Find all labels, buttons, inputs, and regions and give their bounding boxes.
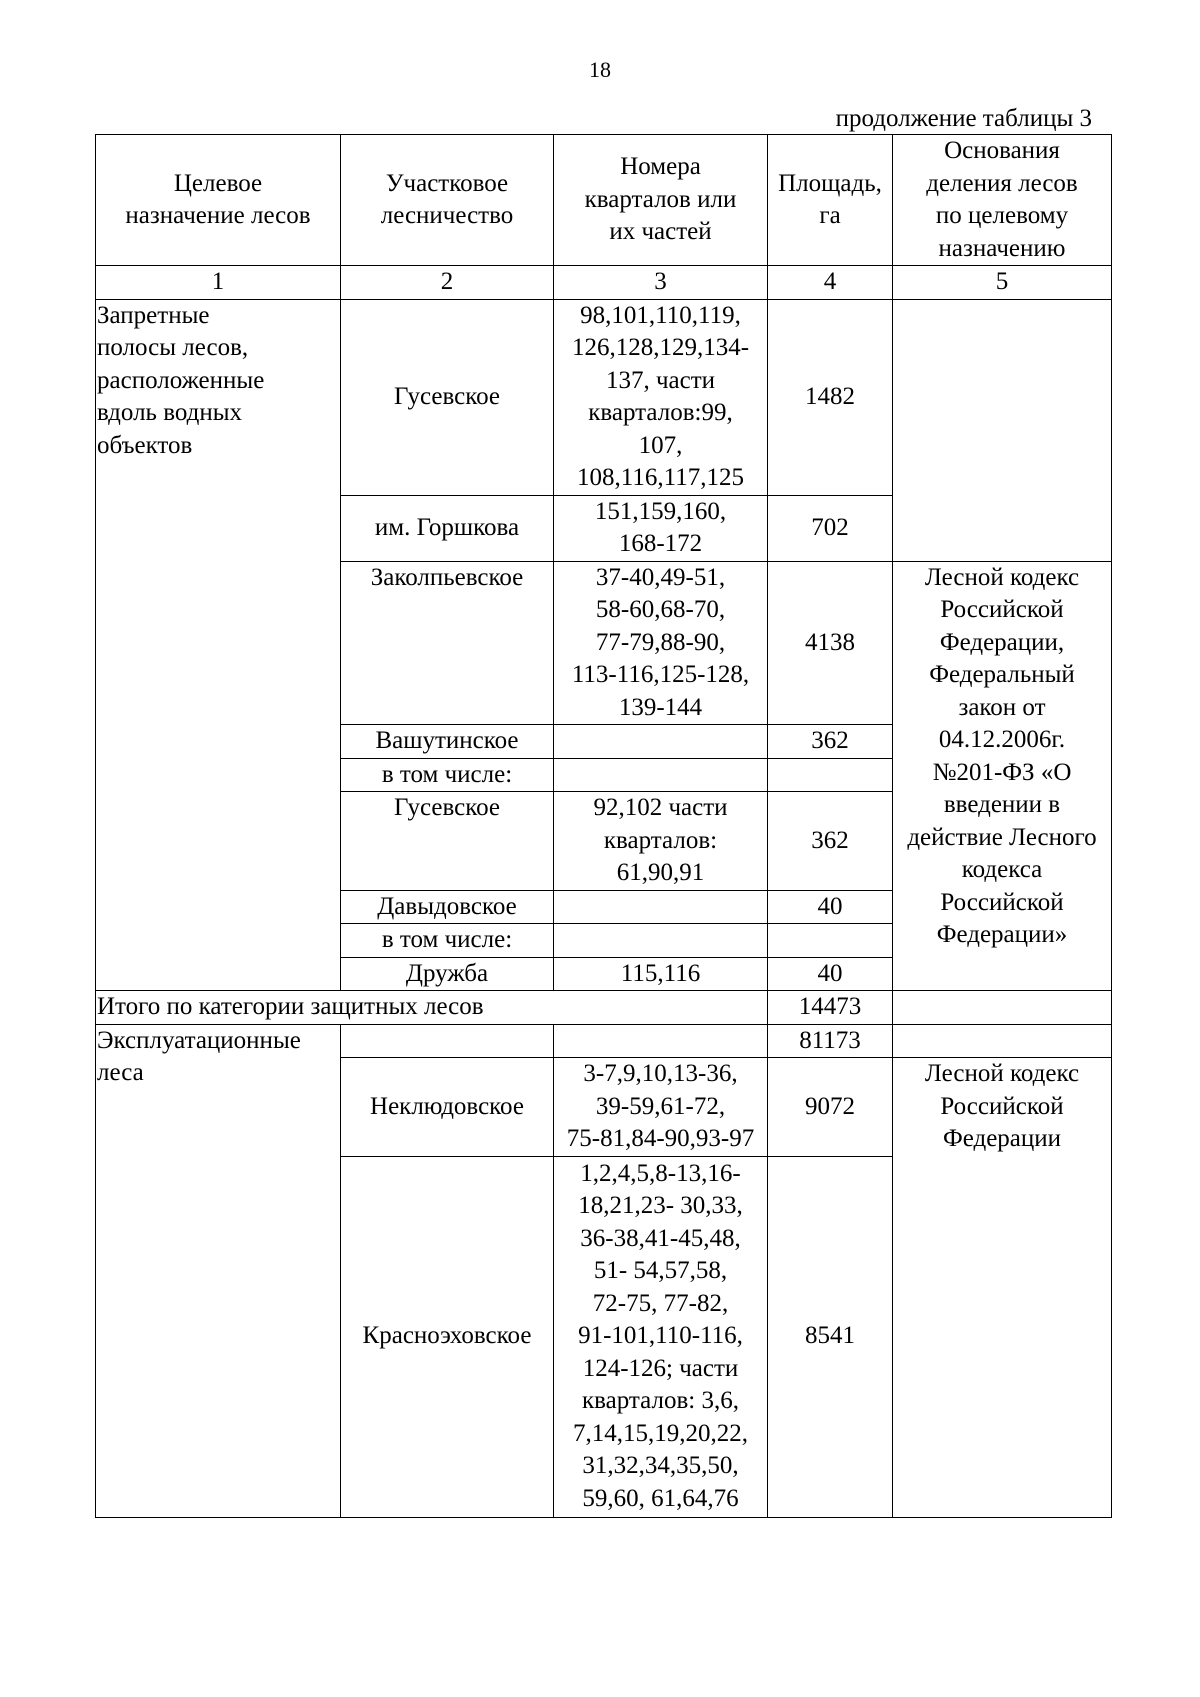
quarters-cell <box>554 890 768 924</box>
table-row <box>96 1024 1112 1058</box>
text-line: Федеральный <box>929 661 1075 688</box>
text-line: 151,159,160, <box>594 497 727 525</box>
quarters-cell <box>554 725 768 759</box>
text-line: 115,116 <box>620 959 701 987</box>
text-line: №201-ФЗ «О <box>932 758 1072 786</box>
area-cell: 1482 <box>768 299 893 495</box>
text-line: 124-126; части <box>582 1354 739 1382</box>
text-line: Федерации» <box>936 921 1068 948</box>
area-cell: 81173 <box>768 1024 893 1058</box>
quarters-empty-cell <box>554 1024 768 1058</box>
area-cell: 362 <box>768 792 893 891</box>
text-line: га <box>819 202 841 229</box>
text-line: Российской <box>940 596 1064 623</box>
quarters-cell <box>554 758 768 792</box>
text-line: 98,101,110,119, <box>580 301 741 329</box>
text-line: их частей <box>609 218 712 246</box>
forestry-empty-cell <box>341 1024 554 1058</box>
text-line: кварталов или <box>584 185 737 213</box>
text-line: полосы лесов, <box>97 334 249 361</box>
total-basis-empty <box>893 991 1112 1025</box>
table-header-row <box>96 135 1112 266</box>
text-line: 75-81,84-90,93-97 <box>566 1125 755 1152</box>
forestry-cell: Дружба <box>341 957 554 991</box>
text-line: 107, <box>638 431 683 459</box>
text-line: Лесной кодекс <box>924 563 1080 591</box>
area-cell: 40 <box>768 890 893 924</box>
header-basis <box>893 135 1112 266</box>
text-line: 168-172 <box>618 530 703 557</box>
text-line: кодекса <box>961 856 1043 883</box>
text-line: по целевому <box>935 202 1069 229</box>
text-line: Участковое <box>385 169 509 197</box>
text-line: лесничество <box>380 202 514 229</box>
forestry-cell: им. Горшкова <box>341 495 554 561</box>
text-line: 77-79,88-90, <box>595 628 726 656</box>
page-number: 18 <box>589 57 611 82</box>
text-line: 7,14,15,19,20,22, <box>573 1419 748 1447</box>
area-cell <box>768 924 893 958</box>
column-number: 3 <box>554 266 768 300</box>
text-line: 139-144 <box>618 693 703 721</box>
area-cell: 362 <box>768 725 893 759</box>
quarters-cell <box>554 495 768 561</box>
area-cell: 4138 <box>768 561 893 725</box>
text-line: 113-116,125-128, <box>571 661 750 688</box>
text-line: Эксплуатационные <box>97 1026 301 1054</box>
text-line: расположенные <box>97 366 265 394</box>
column-number: 1 <box>96 266 341 300</box>
text-line: 39-59,61-72, <box>595 1092 726 1120</box>
text-line: 1,2,4,5,8-13,16- <box>580 1159 741 1187</box>
forestry-cell: Гусевское <box>341 299 554 495</box>
total-label: Итого по категории защитных лесов <box>96 991 768 1025</box>
basis-empty-cell <box>893 1024 1112 1058</box>
text-line: кварталов: 3,6, <box>582 1387 739 1415</box>
area-cell: 40 <box>768 957 893 991</box>
area-cell: 8541 <box>768 1156 893 1517</box>
text-line: кварталов: <box>603 826 718 854</box>
category-zapretnye <box>96 299 341 991</box>
text-line: 51- 54,57,58, <box>593 1257 728 1285</box>
text-line: 18,21,23- 30,33, <box>578 1192 743 1220</box>
basis-ekspluatacionnye <box>893 1058 1112 1518</box>
text-line: Российской <box>940 888 1064 916</box>
text-line: 92,102 части <box>593 794 728 821</box>
text-line: Федерации <box>942 1125 1062 1152</box>
category-ekspluatacionnye <box>96 1024 341 1517</box>
area-cell: 9072 <box>768 1058 893 1157</box>
text-line: Федерации, <box>939 628 1065 656</box>
text-line: 126,128,129,134- <box>571 334 750 361</box>
header-forestry <box>341 135 554 266</box>
text-line: леса <box>97 1059 144 1086</box>
column-number: 5 <box>893 266 1112 300</box>
forestry-cell: Гусевское <box>341 792 554 891</box>
text-line: Лесной кодекс <box>924 1060 1080 1087</box>
text-line: 37-40,49-51, <box>595 563 726 591</box>
text-line: деления лесов <box>926 169 1078 197</box>
forestry-cell: Неклюдовское <box>341 1058 554 1157</box>
text-line: 61,90,91 <box>616 859 705 886</box>
forestry-cell: в том числе: <box>341 924 554 958</box>
text-line: Российской <box>940 1092 1064 1120</box>
quarters-cell <box>554 792 768 891</box>
quarters-cell <box>554 299 768 495</box>
text-line: 58-60,68-70, <box>595 596 726 623</box>
total-row <box>96 991 1112 1025</box>
text-line: действие Лесного <box>907 823 1097 851</box>
text-line: вдоль водных <box>97 399 243 426</box>
area-cell <box>768 758 893 792</box>
total-area: 14473 <box>768 991 893 1025</box>
text-line: 3-7,9,10,13-36, <box>583 1060 738 1087</box>
forest-purpose-table <box>95 134 1112 1518</box>
text-line: Номера <box>620 153 701 181</box>
text-line: закон от <box>958 693 1046 721</box>
text-line: 31,32,34,35,50, <box>582 1452 739 1480</box>
area-cell: 702 <box>768 495 893 561</box>
basis-zapretnye <box>893 561 1112 991</box>
forestry-cell: в том числе: <box>341 758 554 792</box>
quarters-cell <box>554 957 768 991</box>
quarters-cell <box>554 1156 768 1517</box>
forestry-cell: Вашутинское <box>341 725 554 759</box>
forestry-cell: Красноэховское <box>341 1156 554 1517</box>
text-line: Площадь, <box>778 169 882 197</box>
text-line: кварталов:99, <box>588 399 733 426</box>
quarters-cell <box>554 1058 768 1157</box>
column-number: 4 <box>768 266 893 300</box>
text-line: Запретные <box>97 301 210 329</box>
quarters-cell <box>554 561 768 725</box>
text-line: 91-101,110-116, <box>578 1322 743 1350</box>
text-line: введении в <box>943 791 1061 818</box>
text-line: назначение лесов <box>125 202 311 229</box>
forestry-cell: Заколпьевское <box>341 561 554 725</box>
text-line: 04.12.2006г. <box>938 726 1066 753</box>
text-line: назначению <box>938 234 1066 262</box>
text-line: 59,60, 61,64,76 <box>582 1484 739 1512</box>
text-line: 72-75, 77-82, <box>592 1289 729 1317</box>
header-quarters <box>554 135 768 266</box>
table-row <box>96 299 1112 495</box>
continuation-label: продолжение таблицы 3 <box>835 105 1092 132</box>
text-line: 137, части <box>605 366 716 394</box>
text-line: 36-38,41-45,48, <box>580 1224 741 1252</box>
forestry-cell: Давыдовское <box>341 890 554 924</box>
text-line: 108,116,117,125 <box>577 464 744 491</box>
header-purpose <box>96 135 341 266</box>
column-number-row <box>96 266 1112 300</box>
header-area <box>768 135 893 266</box>
text-line: Основания <box>944 137 1060 164</box>
column-number: 2 <box>341 266 554 300</box>
quarters-cell <box>554 924 768 958</box>
text-line: объектов <box>97 431 193 459</box>
basis-empty-cell <box>893 299 1112 561</box>
text-line: Целевое <box>173 169 263 197</box>
